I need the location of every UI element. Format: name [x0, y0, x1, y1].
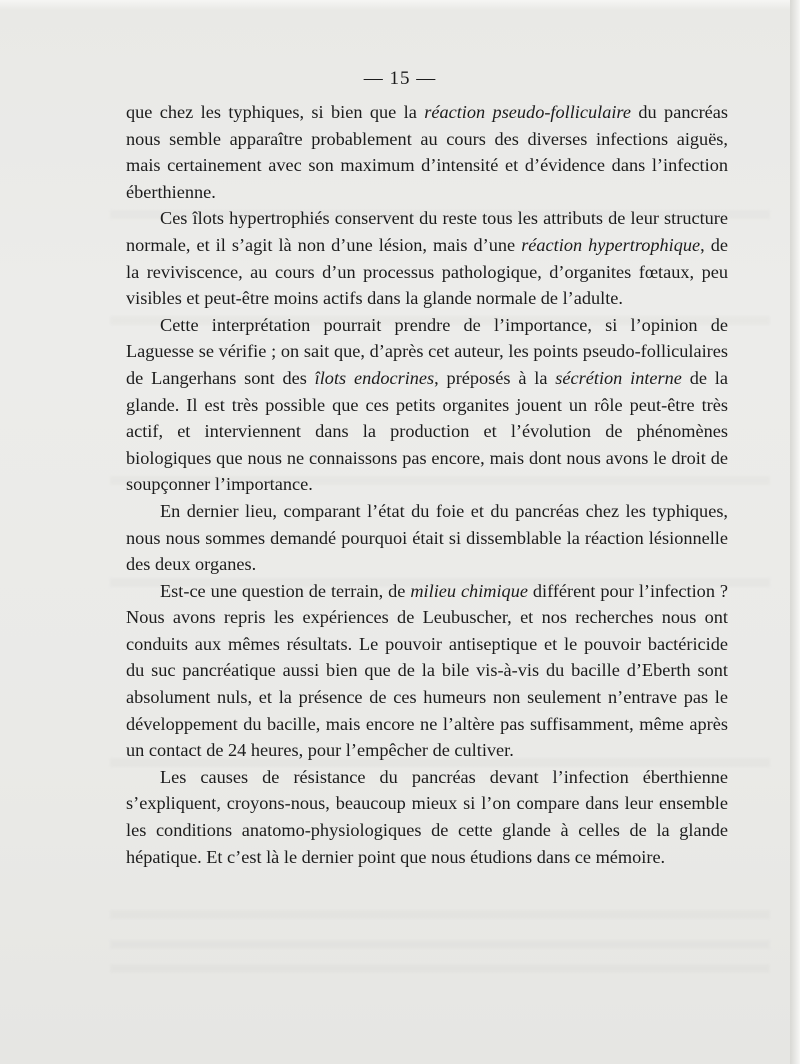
- paragraph-p1: [126, 99, 728, 205]
- paragraph-p5: [126, 578, 728, 764]
- page-top-edge: [0, 0, 800, 10]
- page-number: — 15 —: [363, 68, 437, 89]
- show-through-line: [110, 910, 770, 919]
- italic-phrase: îlots endocrines: [314, 367, 435, 388]
- text-run: Ces îlots hypertrophiés conservent du reste tous les attributs de leur structure normale, et il s’agit là non d’une lésion, mais d’une: [126, 208, 728, 255]
- page-right-edge: [790, 0, 800, 1064]
- italic-phrase: sécrétion interne: [555, 367, 682, 388]
- body-text: [126, 99, 728, 870]
- text-run: du pancréas nous semble apparaître probablement au cours des diverses infections aiguës, mais certainement avec son maximum d’intensité et d’évidence dans l’infection éberthienne.: [126, 102, 729, 202]
- text-run: , préposés à la: [434, 367, 556, 388]
- text-run: Cette interprétation pourrait prendre de l’importance, si l’opinion de Laguesse se vérifie ; on sait que, d’après cet auteur, les points pseudo-folliculaires de Langerhans sont des: [126, 314, 728, 388]
- text-run: différent pour l’infection ? Nous avons repris les expériences de Leubuscher, et nos recherches nous ont conduits aux mêmes résultats. Le pouvoir antiseptique et le pouvoir bactéricide du suc pancréatique aussi bien que de la bile vis-à-vis du bacille d’Eberth sont absolument nuls, et la présence de ces humeurs non seulement n’entrave pas le développement du bacille, mais encore ne l’altère pas suffisamment, même après un contact de 24 heures, pour l’empêcher de cultiver.: [126, 580, 728, 761]
- text-run: Les causes de résistance du pancréas devant l’infection éberthienne s’expliquent, croyons-nous, beaucoup mieux si l’on compare dans leur ensemble les conditions anatomo-physiologiques de cette glande à celles de la glande hépatique. Et c’est là le dernier point que nous étudions dans ce mémoire.: [126, 766, 728, 867]
- paragraph-p4: [126, 498, 728, 578]
- text-run: , de la reviviscence, au cours d’un processus pathologique, d’organites fœtaux, peu visibles et peut-être moins actifs dans la glande normale de l’adulte.: [126, 234, 729, 309]
- show-through-line: [110, 940, 770, 949]
- show-through-line: [110, 964, 770, 973]
- text-run: Est-ce une question de terrain, de: [160, 580, 411, 601]
- text-run: que chez les typhiques, si bien que la: [126, 102, 425, 122]
- text-run: En dernier lieu, comparant l’état du foie et du pancréas chez les typhiques, nous nous sommes demandé pourquoi était si dissemblable la réaction lésionnelle des deux organes.: [126, 500, 728, 575]
- paragraph-p6: [126, 764, 728, 870]
- text-run: de la glande. Il est très possible que ces petits organites jouent un rôle peut-être très actif, et interviennent dans la production et l’évolution de phénomènes biologiques que nous ne connaissons pas encore, mais dont nous avons le droit de soupçonner l’importance.: [126, 367, 728, 495]
- paragraph-p3: [126, 312, 728, 498]
- paragraph-p2: [126, 205, 728, 311]
- italic-phrase: réaction pseudo-folliculaire: [424, 102, 631, 122]
- italic-phrase: réaction hypertrophique: [521, 234, 701, 255]
- italic-phrase: milieu chimique: [410, 580, 528, 601]
